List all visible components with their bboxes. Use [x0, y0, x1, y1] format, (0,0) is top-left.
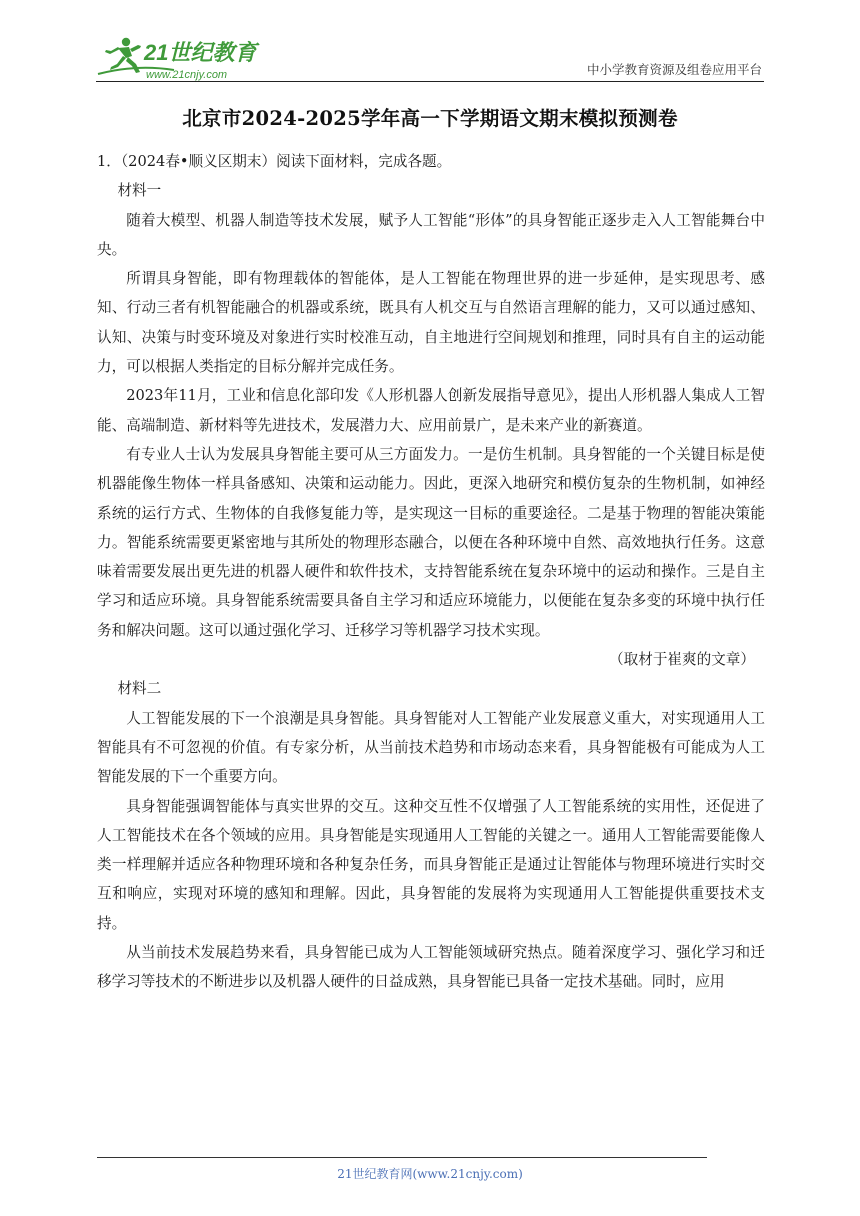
material-two-paragraph: 具身智能强调智能体与真实世界的交互。这种交互性不仅增强了人工智能系统的实用性，还促进了人工智能技术在各个领域的应用。具身智能是实现通用人工智能的关键之一。通用人工智能需要能像人类一样理解并适应各种物理环境和各种复杂任务，而具身智能正是通过让智能体与物理环境进行实时交互和响应，实现对环境的感知和理解。因此，具身智能的发展将为实现通用人工智能提供重要技术支持。: [97, 797, 765, 932]
material-one-paragraph: 有专业人士认为发展具身智能主要可从三方面发力。一是仿生机制。具身智能的一个关键目标是使机器能像生物体一样具备感知、决策和运动能力。因此，更深入地研究和模仿复杂的生物机制，如神经系统的运行方式、生物体的自我修复能力等，是实现这一目标的重要途径。二是基于物理的智能决策能力。智能系统需要更紧密地与其所处的物理形态融合，以便在各种环境中自然、高效地执行任务。这意味着需要发展出更先进的机器人硬件和软件技术，支持智能系统在复杂环境中的运动和操作。三是自主学习和适应环境。具身智能系统需要具备自主学习和适应环境能力，以便能在复杂多变的环境中执行任务和解决问题。这可以通过强化学习、迁移学习等机器学习技术实现。: [97, 445, 765, 639]
site-logo[interactable]: [96, 34, 266, 82]
material-one-paragraph: 所谓具身智能，即有物理载体的智能体，是人工智能在物理世界的进一步延伸，是实现思考、感知、行动三者有机智能融合的机器或系统，既具有人机交互与自然语言理解的能力，又可以通过感知、认知、决策与时变环境及对象进行实时校准互动，自主地进行空间规划和推理，同时具有自主的运动能力，可以根据人类指定的目标分解并完成任务。: [97, 270, 765, 376]
material-one-paragraph: 随着大模型、机器人制造等技术发展，赋予人工智能“形体”的具身智能正逐步走入人工智能舞台中央。: [97, 211, 765, 258]
svg-text:www.21cnjy.com: www.21cnjy.com: [146, 69, 228, 81]
material-two-paragraph: 从当前技术发展趋势来看，具身智能已成为人工智能领域研究热点。随着深度学习、强化学习和迁移学习等技术的不断进步以及机器人硬件的日益成熟，具身智能已具备一定技术基础。同时，应用: [97, 944, 765, 991]
page-header: [96, 30, 764, 86]
svg-text:21世纪教育: 21世纪教育: [144, 40, 257, 65]
question-line: 1．（2024春•顺义区期末）阅读下面材料，完成各题。: [97, 153, 452, 170]
material-one-label: 材料一: [117, 182, 162, 200]
footer-site-link[interactable]: 21世纪教育网(www.21cnjy.com): [337, 1167, 523, 1181]
header-platform-text: 中小学教育资源及组卷应用平台: [586, 62, 762, 77]
document-body: [97, 147, 765, 997]
material-two-label: 材料二: [117, 680, 162, 698]
material-two-paragraph: 人工智能发展的下一个浪潮是具身智能。具身智能对人工智能产业发展意义重大，对实现通用人工智能具有不可忽视的价值。有专家分析，从当前技术趋势和市场动态来看，具身智能极有可能成为人工智能发展的下一个重要方向。: [97, 709, 765, 786]
document-title: 北京市2024-2025学年高一下学期语文期末模拟预测卷: [182, 107, 678, 130]
material-one-paragraph: 2023年11月，工业和信息化部印发《人形机器人创新发展指导意见》，提出人形机器人集成人工智能、高端制造、新材料等先进技术，发展潜力大、应用前景广，是未来产业的新赛道。: [97, 387, 765, 434]
footer-divider: [97, 1157, 707, 1158]
header-divider: [96, 81, 764, 82]
material-one-source: （取材于崔爽的文章）: [609, 651, 755, 669]
